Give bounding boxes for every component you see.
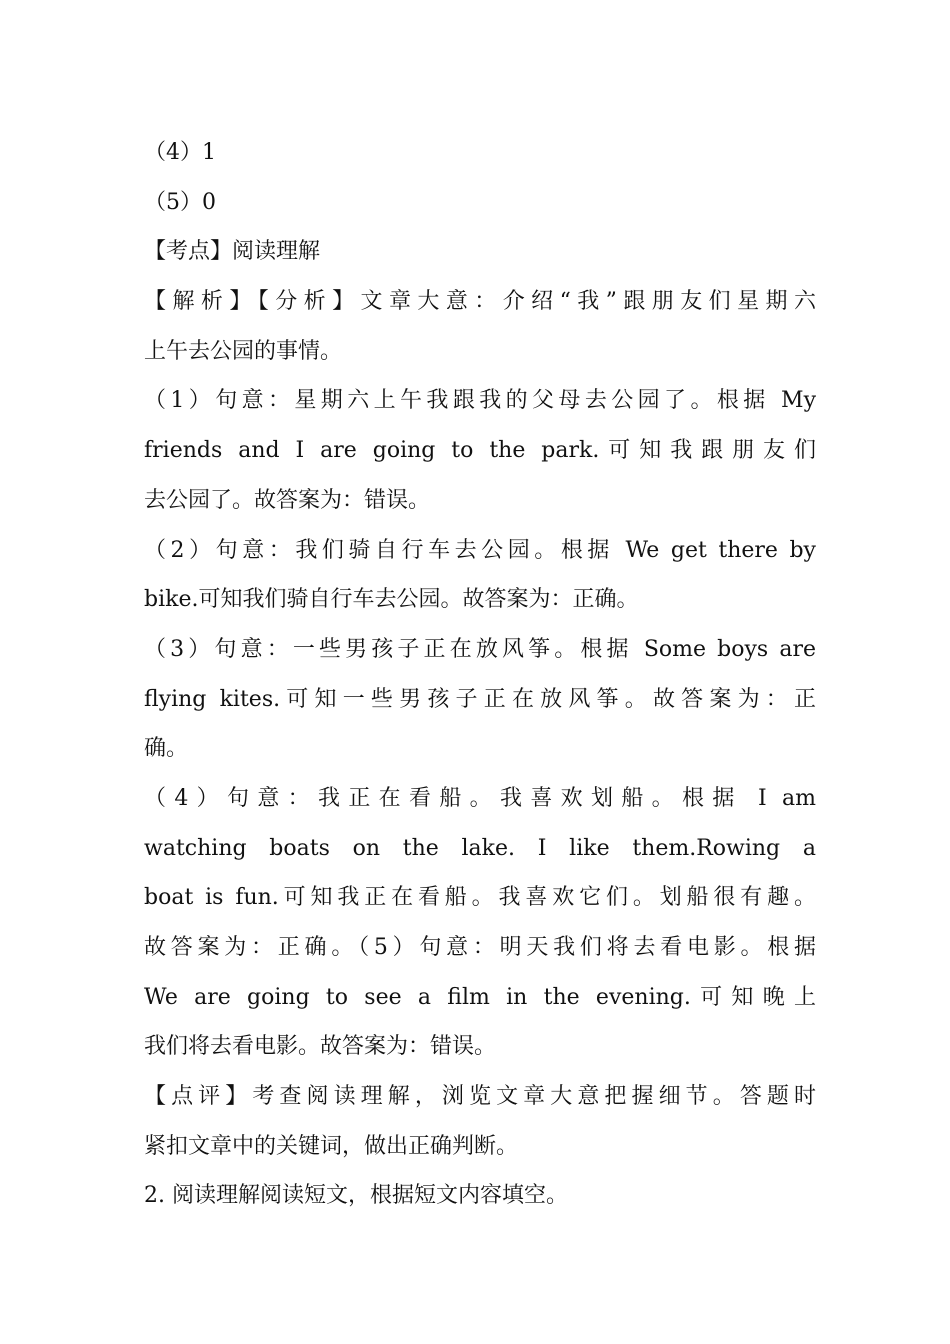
explanation-line: （1）句意：星期六上午我跟我的父母去公园了。根据 My — [144, 388, 816, 414]
explanation-line: friends and I are going to the park.可知我跟朋友们 — [144, 438, 816, 464]
comment-line: 【点评】考查阅读理解，浏览文章大意把握细节。答题时 — [144, 1084, 816, 1110]
explanation-line: 故答案为：正确。（5）句意：明天我们将去看电影。根据 — [144, 935, 816, 960]
explanation-line: 我们将去看电影。故答案为：错误。 — [144, 1034, 497, 1060]
explanation-line: bike.可知我们骑自行车去公园。故答案为：正确。 — [144, 587, 639, 613]
analysis-line: 【解析】【分析】文章大意：介绍“我”跟朋友们星期六 — [144, 289, 816, 315]
explanation-line: 去公园了。故答案为：错误。 — [144, 487, 431, 513]
analysis-line: 上午去公园的事情。 — [144, 338, 343, 364]
explanation-line: （4）句意：我正在看船。我喜欢划船。根据 I am — [144, 785, 816, 811]
explanation-line: （3）句意：一些男孩子正在放风筝。根据 Some boys are — [144, 636, 816, 662]
kaodian-heading: 【考点】阅读理解 — [144, 239, 321, 265]
document-body — [144, 128, 816, 1221]
explanation-line: watching boats on the lake. I like them.Rowing a — [144, 835, 816, 861]
explanation-line: 确。 — [144, 736, 189, 762]
explanation-line: flying kites.可知一些男孩子正在放风筝。故答案为：正 — [144, 686, 816, 712]
question-2-heading: 2. 阅读理解阅读短文，根据短文内容填空。 — [144, 1183, 568, 1209]
comment-line: 紧扣文章中的关键词，做出正确判断。 — [144, 1133, 519, 1159]
answer-line-5: （5）0 — [144, 189, 216, 215]
explanation-line: boat is fun.可知我正在看船。我喜欢它们。划船很有趣。 — [144, 885, 816, 911]
answer-line-4: （4）1 — [144, 140, 216, 165]
explanation-line: （2）句意：我们骑自行车去公园。根据 We get there by — [144, 537, 816, 563]
explanation-line: We are going to see a film in the evening.可知晚上 — [144, 984, 816, 1010]
